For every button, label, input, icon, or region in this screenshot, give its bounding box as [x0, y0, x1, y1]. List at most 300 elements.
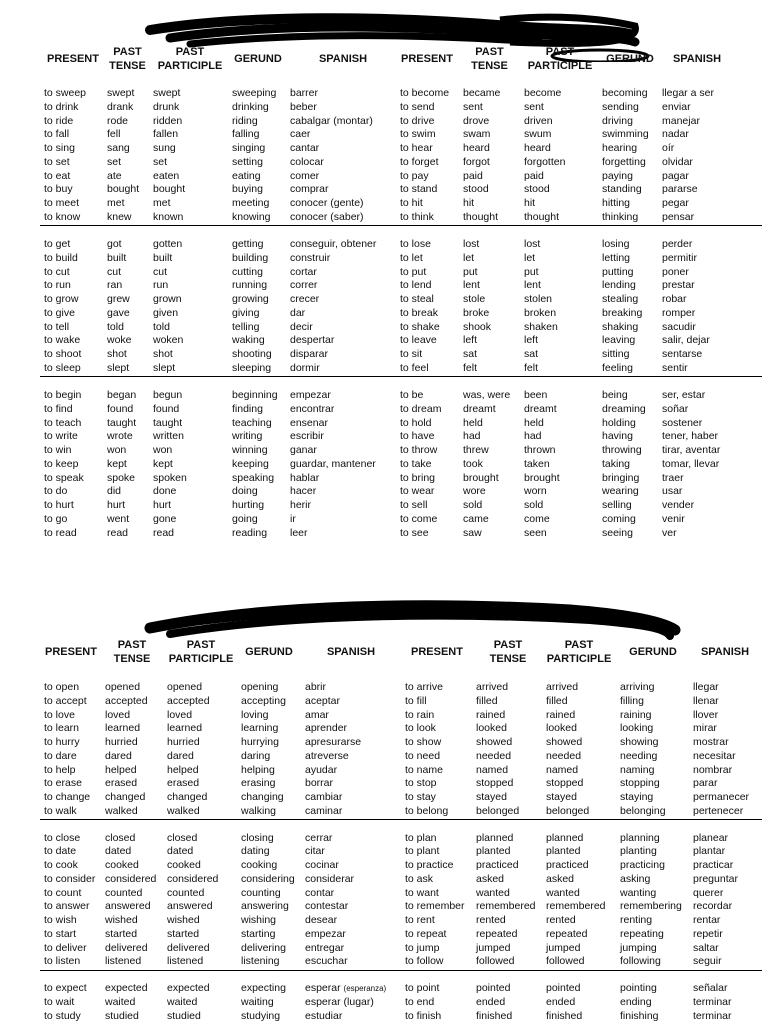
cell-spanish-2: enviar	[662, 100, 691, 113]
cell-past-tense-2: wanted	[476, 886, 510, 899]
cell-past-participle: dared	[167, 749, 194, 762]
cell-spanish-2: pertenecer	[693, 804, 744, 817]
cell-present: to drink	[44, 100, 79, 113]
cell-present: to hurry	[44, 736, 80, 748]
cell-gerund: closing	[241, 831, 274, 844]
cell-spanish-2: terminar	[693, 1009, 732, 1022]
cell-present-2: to sit	[400, 348, 423, 360]
cell-spanish: correr	[290, 279, 318, 292]
cell-past-participle: run	[153, 279, 169, 292]
cell-present: to get	[44, 238, 71, 250]
cell-past-participle-2: worn	[524, 485, 547, 498]
table-row	[0, 914, 768, 928]
cell-gerund: shooting	[232, 348, 272, 360]
cell-gerund-2: stopping	[620, 777, 660, 790]
cell-spanish-2: pagar	[662, 169, 689, 182]
table-row	[0, 942, 768, 956]
cell-spanish: ensenar	[290, 416, 328, 429]
cell-gerund: accepting	[241, 694, 286, 707]
cell-past-tense: kept	[107, 457, 127, 470]
cell-present: to sweep	[44, 87, 87, 99]
cell-gerund: going	[232, 512, 258, 525]
cell-gerund-2: thinking	[602, 210, 639, 223]
cell-spanish: ir	[290, 512, 296, 525]
cell-past-participle: spoken	[153, 471, 187, 484]
table-row	[0, 334, 768, 348]
cell-past-participle-2: remembered	[546, 900, 606, 913]
cell-spanish: comer	[290, 169, 320, 182]
cell-past-tense-2: rained	[476, 708, 506, 721]
cell-gerund-2: remembering	[620, 900, 682, 913]
cell-spanish-2: parar	[693, 777, 718, 790]
cell-present: to listen	[44, 955, 81, 968]
cell-spanish-2: nadar	[662, 128, 689, 141]
cell-spanish-2: repetir	[693, 927, 723, 940]
cell-gerund: hurrying	[241, 736, 279, 748]
cell-past-tense-2: broke	[463, 306, 490, 319]
cell-spanish: conocer (saber)	[290, 210, 364, 223]
table-row	[0, 321, 768, 335]
cell-past-tense: answered	[105, 900, 151, 913]
cell-gerund: expecting	[241, 982, 286, 995]
cell-past-participle-2: thrown	[524, 444, 556, 456]
cell-past-participle-2: hit	[524, 197, 536, 209]
table-row	[0, 430, 768, 444]
header-past-tense-2: PAST TENSE	[471, 46, 508, 72]
header-past-participle-2: PAST PARTICIPLE	[527, 46, 593, 72]
cell-gerund-2: stealing	[602, 293, 639, 305]
cell-past-tense: bought	[107, 183, 140, 196]
cell-gerund: writing	[232, 430, 263, 443]
cell-gerund: teaching	[232, 416, 272, 429]
cell-past-participle-2: sold	[524, 499, 544, 511]
cell-spanish: desear	[305, 914, 338, 927]
cell-past-participle: built	[153, 251, 173, 264]
cell-past-tense: ate	[107, 169, 122, 182]
cell-past-participle: read	[153, 526, 175, 539]
cell-past-participle: shot	[153, 348, 173, 360]
cell-spanish-2: practicar	[693, 859, 734, 872]
cell-present: to give	[44, 306, 75, 319]
cell-gerund-2: hearing	[602, 142, 638, 154]
cell-present-2: to hit	[400, 197, 423, 209]
cell-past-participle: sung	[153, 142, 176, 154]
cell-present-2: to think	[400, 210, 434, 223]
cell-past-participle: set	[153, 155, 168, 168]
cell-gerund-2: renting	[620, 914, 653, 927]
cell-past-participle-2: come	[524, 512, 550, 525]
cell-past-tense-2: sat	[463, 348, 478, 360]
cell-past-tense-2: let	[463, 251, 475, 264]
cell-present-2: to plan	[405, 831, 437, 844]
cell-present: to meet	[44, 197, 80, 209]
cell-gerund: drinking	[232, 100, 269, 113]
cell-present: to walk	[44, 804, 77, 817]
cell-past-tense: expected	[105, 982, 148, 995]
cell-present-2: to drive	[400, 114, 435, 127]
table-row	[0, 527, 768, 541]
cell-past-participle: considered	[167, 872, 219, 885]
cell-gerund: counting	[241, 886, 281, 899]
cell-past-tense-2: pointed	[476, 982, 511, 995]
cell-gerund: meeting	[232, 197, 270, 209]
cell-past-tense-2: arrived	[476, 681, 509, 693]
cell-spanish: hablar	[290, 471, 320, 484]
cell-past-participle-2: looked	[546, 722, 577, 735]
cell-past-participle-2: held	[524, 416, 544, 429]
cell-gerund-2: wanting	[620, 886, 657, 899]
cell-present-2: to swim	[400, 128, 436, 141]
cell-present-2: to steal	[400, 293, 434, 305]
cell-present-2: to plant	[405, 845, 440, 858]
cell-past-participle-2: stayed	[546, 791, 577, 803]
table-row	[0, 128, 768, 142]
cell-past-tense-2: followed	[476, 955, 515, 968]
cell-spanish: considerar	[305, 872, 355, 885]
cell-past-tense-2: practiced	[476, 859, 519, 872]
table-row	[0, 955, 768, 969]
cell-past-participle-2: asked	[546, 872, 575, 885]
cell-past-participle: grown	[153, 293, 182, 305]
cell-gerund-2: paying	[602, 169, 633, 182]
cell-gerund: sweeping	[232, 87, 277, 99]
cell-past-participle: begun	[153, 389, 183, 401]
cell-past-participle-2: belonged	[546, 804, 590, 817]
cell-past-participle-2: stolen	[524, 293, 553, 305]
cell-gerund-2: dreaming	[602, 402, 646, 415]
header-gerund: GERUND	[234, 53, 282, 65]
cell-gerund: helping	[241, 763, 275, 776]
cell-spanish-2: vender	[662, 499, 695, 511]
table-row	[0, 458, 768, 472]
table-row	[0, 142, 768, 156]
cell-past-participle: woken	[153, 334, 184, 347]
cell-present-2: to become	[400, 87, 450, 99]
cell-present-2: to hold	[400, 416, 432, 429]
cell-past-participle: waited	[167, 996, 198, 1009]
cell-spanish-2: soñar	[662, 402, 689, 415]
cell-past-tense: delivered	[105, 941, 148, 954]
cell-gerund: studying	[241, 1009, 281, 1022]
header-spanish-b2: SPANISH	[700, 646, 750, 658]
cell-past-participle: kept	[153, 457, 173, 470]
header-past-tense-b: PAST TENSE	[113, 639, 151, 665]
header-past-participle: PAST PARTICIPLE	[157, 46, 223, 72]
cell-past-participle-2: sent	[524, 100, 544, 113]
cell-past-tense-2: left	[463, 334, 478, 347]
cell-present-2: to ask	[405, 872, 434, 885]
cell-present-2: to point	[405, 982, 440, 995]
cell-past-tense: met	[107, 197, 125, 209]
table-row	[0, 115, 768, 129]
cell-present-2: to stay	[405, 791, 436, 803]
cell-present: to accept	[44, 694, 87, 707]
cell-past-tense-2: shook	[463, 320, 492, 333]
cell-present-2: to fill	[405, 694, 427, 707]
cell-past-participle-2: thought	[524, 210, 560, 223]
cell-past-tense-2: heard	[463, 142, 490, 154]
cell-gerund-2: naming	[620, 763, 655, 776]
cell-spanish-2: plantar	[693, 845, 726, 858]
cell-gerund-2: filling	[620, 694, 644, 707]
table-row	[0, 389, 768, 403]
cell-spanish: estudiar	[305, 1009, 343, 1022]
cell-spanish-2: oír	[662, 142, 675, 154]
cell-gerund: daring	[241, 749, 271, 762]
cell-gerund: eating	[232, 169, 261, 182]
cell-present-2: to rent	[405, 914, 435, 927]
cell-past-tense-2: became	[463, 87, 501, 99]
cell-past-tense: waited	[105, 996, 136, 1009]
cell-past-tense: opened	[105, 681, 141, 693]
cell-spanish-2: traer	[662, 471, 684, 484]
cell-past-participle-2: sat	[524, 348, 539, 360]
cell-present: to close	[44, 831, 81, 844]
cell-spanish-2: terminar	[693, 996, 732, 1009]
cell-past-tense-2: dreamt	[463, 402, 496, 415]
header-past-tense-b2: PAST TENSE	[489, 639, 527, 665]
cell-gerund-2: seeing	[602, 526, 633, 539]
cell-spanish-2: olvidar	[662, 155, 693, 168]
cell-past-participle-2: planted	[546, 845, 581, 858]
cell-past-participle-2: paid	[524, 169, 544, 182]
cell-gerund-2: raining	[620, 708, 652, 721]
cell-present: to eat	[44, 169, 71, 182]
cell-spanish: dar	[290, 306, 306, 319]
cell-present-2: to bring	[400, 471, 436, 484]
cell-spanish: citar	[305, 845, 325, 858]
cell-past-participle-2: ended	[546, 996, 576, 1009]
cell-gerund: keeping	[232, 457, 269, 470]
cell-past-participle-2: stopped	[546, 777, 584, 790]
cell-past-tense-2: needed	[476, 749, 512, 762]
cell-past-tense: set	[107, 155, 122, 168]
cell-past-participle: helped	[167, 763, 199, 776]
cell-spanish-2: llegar	[693, 681, 719, 693]
cell-present: to know	[44, 210, 81, 223]
cell-past-tense: read	[107, 526, 129, 539]
cell-past-tense: accepted	[105, 694, 148, 707]
table-row	[0, 982, 768, 996]
cell-spanish-2: llenar	[693, 694, 719, 707]
cell-spanish: cerrar	[305, 831, 333, 844]
cell-past-tense: rode	[107, 114, 129, 127]
bottom-verb-table	[0, 681, 768, 1024]
cell-gerund-2: sending	[602, 100, 639, 113]
cell-past-tense-2: stole	[463, 293, 486, 305]
cell-spanish: esperar (esperanza)	[305, 982, 387, 995]
cell-gerund-2: letting	[602, 251, 631, 264]
cell-present: to deliver	[44, 941, 87, 954]
group-separator	[40, 225, 762, 226]
cell-present-2: to lend	[400, 279, 432, 292]
cell-past-participle: met	[153, 197, 171, 209]
cell-past-participle: cooked	[167, 859, 201, 872]
cell-present-2: to jump	[405, 941, 440, 954]
cell-gerund: buying	[232, 183, 263, 196]
table-row	[0, 348, 768, 362]
cell-present: to learn	[44, 722, 80, 735]
cell-present-2: to stop	[405, 777, 437, 790]
cell-spanish-2: pararse	[662, 183, 698, 196]
cell-spanish-2: sentir	[662, 361, 688, 374]
cell-gerund-2: swimming	[602, 128, 649, 141]
cell-past-tense: sang	[107, 142, 130, 154]
cell-past-tense: changed	[105, 791, 146, 803]
cell-past-tense-2: drove	[463, 114, 490, 127]
cell-gerund-2: looking	[620, 722, 654, 735]
cell-past-participle: fallen	[153, 128, 179, 141]
table-row	[0, 238, 768, 252]
cell-gerund: winning	[232, 444, 268, 456]
cell-spanish: leer	[290, 526, 308, 539]
cell-past-tense: started	[105, 927, 138, 940]
cell-gerund: setting	[232, 155, 263, 168]
cell-gerund: falling	[232, 128, 260, 141]
cell-past-tense: told	[107, 320, 124, 333]
cell-spanish: construir	[290, 251, 331, 264]
cell-past-tense-2: wore	[463, 485, 486, 498]
cell-present: to count	[44, 886, 82, 899]
cell-past-participle-2: planned	[546, 831, 584, 844]
cell-present: to set	[44, 155, 70, 168]
cell-spanish: aceptar	[305, 694, 341, 707]
cell-past-tense-2: threw	[463, 444, 489, 456]
cell-spanish-2: ver	[662, 526, 677, 539]
cell-past-participle: started	[167, 927, 200, 940]
cell-spanish: disparar	[290, 348, 328, 360]
table-row	[0, 307, 768, 321]
cell-gerund-2: showing	[620, 736, 659, 748]
cell-present: to teach	[44, 416, 82, 429]
cell-present: to do	[44, 485, 68, 498]
cell-gerund: sleeping	[232, 361, 272, 374]
cell-past-participle: given	[153, 306, 179, 319]
cell-present-2: to see	[400, 526, 429, 539]
cell-present: to find	[44, 402, 73, 415]
cell-past-participle: dated	[167, 845, 194, 858]
cell-past-tense-2: swam	[463, 128, 491, 141]
cell-present-2: to let	[400, 251, 423, 264]
cell-present: to fall	[44, 128, 70, 141]
cell-past-tense: drank	[107, 100, 134, 113]
cell-past-participle-2: heard	[524, 142, 551, 154]
cell-gerund-2: shaking	[602, 320, 639, 333]
cell-present: to grow	[44, 293, 79, 305]
cell-gerund: starting	[241, 927, 276, 940]
cell-past-tense: wished	[105, 914, 138, 927]
cell-past-participle-2: driven	[524, 114, 553, 127]
cell-past-tense: woke	[107, 334, 132, 347]
cell-past-tense-2: asked	[476, 872, 505, 885]
cell-past-participle-2: forgotten	[524, 155, 566, 168]
cell-past-tense-2: planted	[476, 845, 511, 858]
cell-spanish: escuchar	[305, 955, 348, 968]
cell-past-tense: got	[107, 238, 122, 250]
cell-past-participle: delivered	[167, 941, 210, 954]
cell-gerund-2: driving	[602, 114, 633, 127]
table-row	[0, 887, 768, 901]
cell-gerund-2: taking	[602, 457, 631, 470]
cell-past-tense-2: came	[463, 512, 489, 525]
cell-spanish-2: mirar	[693, 722, 717, 735]
cell-present: to read	[44, 526, 77, 539]
cell-spanish-2: ser, estar	[662, 389, 706, 401]
cell-past-participle: wished	[167, 914, 200, 927]
cell-past-tense-2: stood	[463, 183, 489, 196]
cell-present: to sing	[44, 142, 75, 154]
cell-spanish-2: manejar	[662, 114, 700, 127]
cell-past-tense: began	[107, 389, 137, 401]
cell-spanish: dormir	[290, 361, 320, 374]
cell-gerund: learning	[241, 722, 279, 735]
table-row	[0, 832, 768, 846]
table-row	[0, 417, 768, 431]
cell-past-tense: counted	[105, 886, 143, 899]
header-spanish-2: SPANISH	[672, 53, 722, 65]
cell-spanish-2: permitir	[662, 251, 698, 264]
cell-past-participle: walked	[167, 804, 200, 817]
cell-gerund-2: coming	[602, 512, 636, 525]
cell-gerund: growing	[232, 293, 269, 305]
cell-spanish: encontrar	[290, 402, 335, 415]
cell-gerund-2: having	[602, 430, 633, 443]
cell-gerund: finding	[232, 402, 263, 415]
header-present-b2: PRESENT	[411, 646, 463, 658]
cell-spanish-2: planear	[693, 831, 729, 844]
table-row	[0, 499, 768, 513]
cell-gerund: waiting	[241, 996, 274, 1009]
cell-past-tense-2: put	[463, 265, 478, 278]
cell-past-tense: shot	[107, 348, 127, 360]
cell-gerund: riding	[232, 114, 258, 127]
cell-gerund: dating	[241, 845, 270, 858]
cell-gerund: loving	[241, 708, 269, 721]
header-present-2: PRESENT	[401, 53, 453, 65]
cell-past-participle-2: brought	[524, 471, 560, 484]
cell-present-2: to need	[405, 749, 441, 762]
cell-past-tense: gave	[107, 306, 130, 319]
cell-gerund-2: feeling	[602, 361, 633, 374]
cell-spanish-2: sacudir	[662, 320, 696, 333]
cell-past-tense: loved	[105, 708, 131, 721]
table-row	[0, 101, 768, 115]
cell-present-2: to stand	[400, 183, 438, 196]
cell-past-tense-2: hit	[463, 197, 475, 209]
cell-past-tense-2: paid	[463, 169, 483, 182]
cell-spanish-2: usar	[662, 485, 683, 498]
cell-gerund-2: staying	[620, 791, 654, 803]
cell-past-participle-2: rained	[546, 708, 576, 721]
cell-past-tense-2: belonged	[476, 804, 520, 817]
cell-present: to date	[44, 845, 77, 858]
cell-gerund-2: breaking	[602, 306, 643, 319]
table-row	[0, 709, 768, 723]
cell-gerund-2: putting	[602, 265, 634, 278]
header-spanish: SPANISH	[318, 53, 368, 65]
table-row	[0, 266, 768, 280]
cell-past-tense-2: remembered	[476, 900, 536, 913]
cell-past-participle-2: showed	[546, 736, 583, 748]
cell-past-participle: gone	[153, 512, 177, 525]
cell-spanish-2: romper	[662, 306, 696, 319]
cell-spanish: apresurarse	[305, 736, 362, 748]
cell-past-participle: written	[153, 430, 184, 443]
cell-present-2: to finish	[405, 1009, 442, 1022]
top-verb-table	[0, 87, 768, 540]
cell-spanish: beber	[290, 100, 317, 113]
table-row	[0, 791, 768, 805]
